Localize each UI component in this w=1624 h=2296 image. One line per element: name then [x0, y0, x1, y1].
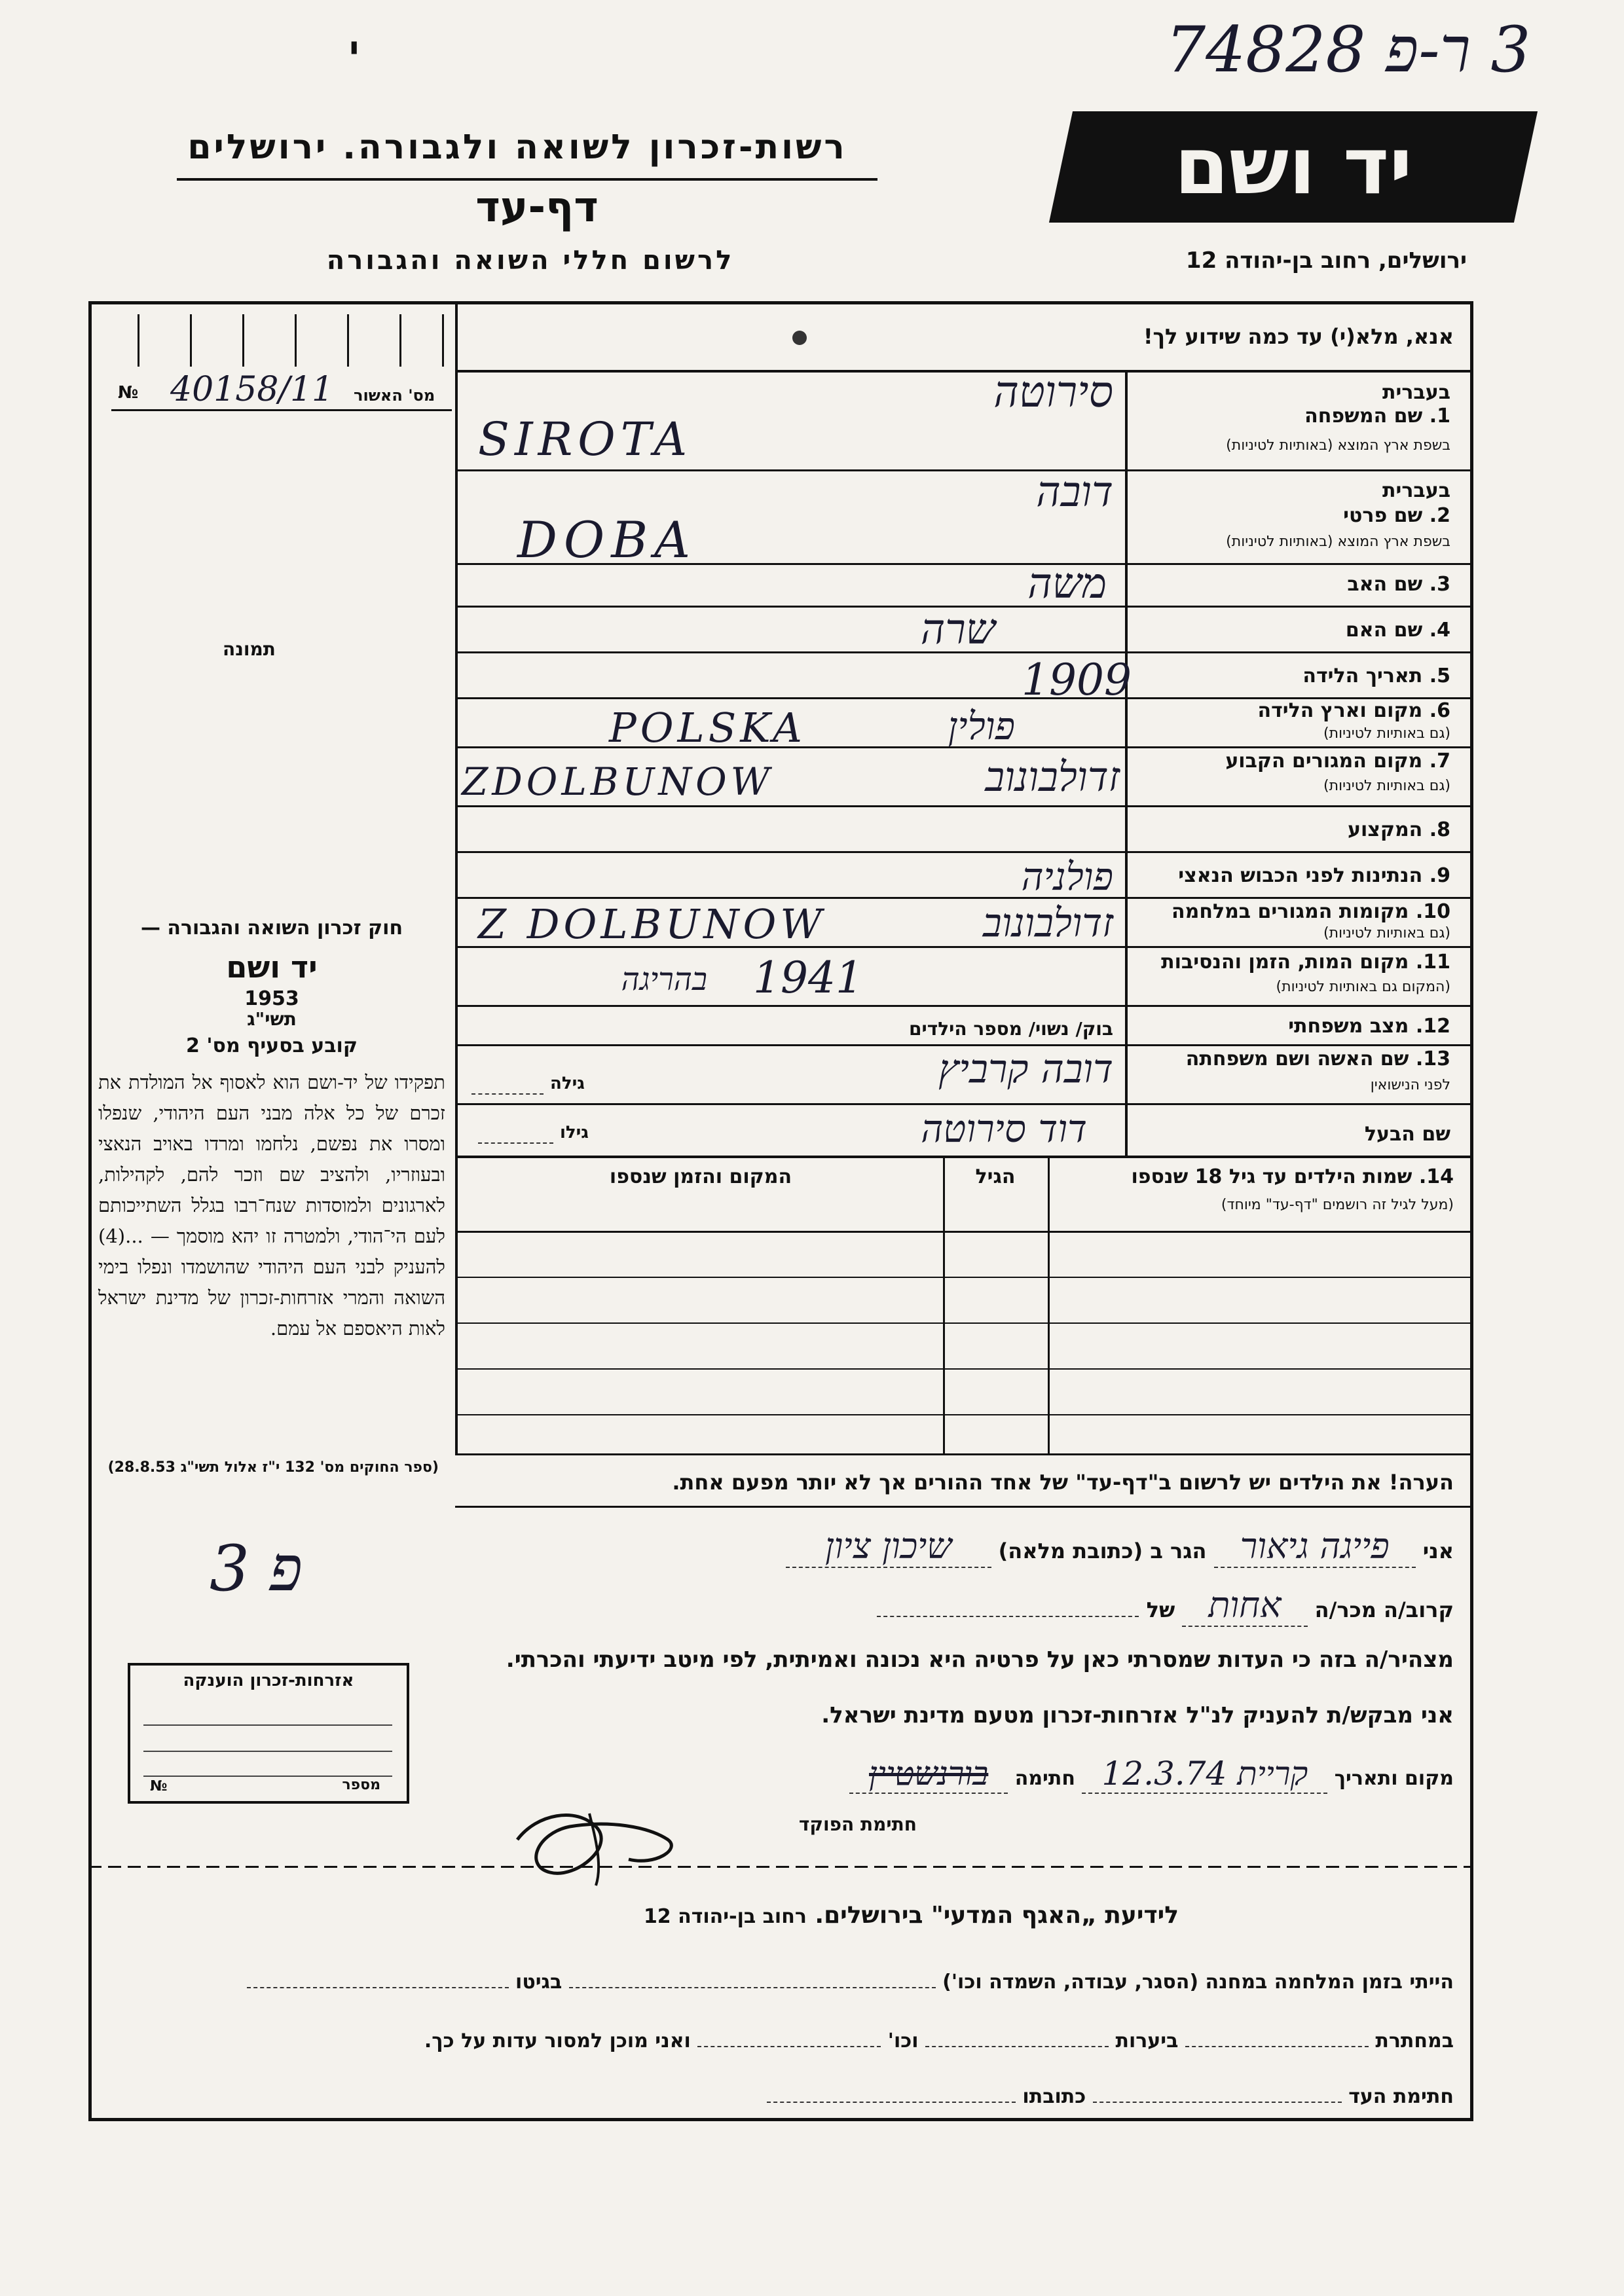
- note: הערה! את הילדים יש לרשום ב"דף-עד" של אחד ההורים אך לא יותר מפעם אחת.: [672, 1470, 1454, 1495]
- field-2-number: 2.: [1429, 504, 1450, 527]
- field-2-label: [1130, 504, 1450, 527]
- declaration-resides-label: הגר ב (כתובת מלאה): [998, 1539, 1207, 1563]
- field-10-value-hebrew[interactable]: זדולבונוב: [982, 900, 1113, 946]
- field-2-sub: בשפת ארץ המוצא (באותיות לטיניות): [1226, 534, 1450, 550]
- cert-number-prefix: №: [118, 383, 139, 403]
- children-row-rule: [455, 1322, 1473, 1324]
- field-6-number: 6.: [1429, 699, 1450, 722]
- citizenship-number-prefix: №: [150, 1778, 168, 1795]
- stamp-circle: [792, 331, 807, 345]
- field-4-value[interactable]: שרה: [920, 606, 995, 654]
- declaration-i-value[interactable]: פייגה גיאור: [1214, 1525, 1416, 1568]
- signature-scribble-icon: [498, 1800, 694, 1892]
- place-date-value[interactable]: קריית 12.3.74: [1082, 1755, 1327, 1794]
- signature-label: חתימה: [1014, 1767, 1075, 1790]
- field-13-sub: לפני הנישואין: [1370, 1077, 1450, 1093]
- form-subtitle: לרשום חללי השואה והגבורה: [326, 246, 735, 276]
- field-11-name: מקום המות, הזמן והנסיבות: [1161, 951, 1409, 974]
- field-6-value-latin[interactable]: POLSKA: [609, 704, 806, 752]
- citizenship-box-title: אזרחות-זכרון הוענקה: [183, 1671, 354, 1690]
- law-clause: קובע בסעיף מס' 2: [186, 1034, 358, 1057]
- field-10-value-latin[interactable]: Z DOLBUNOW: [478, 900, 826, 948]
- footer-etc-label: וכו': [887, 2030, 919, 2052]
- footer-address: רחוב בן-יהודה 12: [643, 1905, 807, 1928]
- children-title: שמות הילדים עד גיל 18 שנספו: [1131, 1165, 1412, 1188]
- signature-value[interactable]: בורנשטיין: [849, 1755, 1008, 1794]
- field-1-label: [1130, 405, 1450, 428]
- field-13-number: 13.: [1415, 1048, 1450, 1070]
- authority-underline: [177, 178, 877, 181]
- field-11-sub: (המקום גם באותיות לטיניות): [1276, 979, 1450, 995]
- footer-line1: [105, 1971, 1454, 1994]
- children-table-bottom: [455, 1453, 1473, 1455]
- header-address: ירושלים, רחוב בן-יהודה 12: [1185, 247, 1467, 274]
- children-number: 14.: [1418, 1165, 1454, 1188]
- children-col-age: הגיל: [975, 1165, 1016, 1188]
- field-husband-value[interactable]: דוד סירוטה: [921, 1106, 1087, 1151]
- left-handwritten-mark: 3 פ: [210, 1532, 303, 1605]
- field-9-label: [1130, 864, 1450, 887]
- children-header-rule: [455, 1231, 1473, 1233]
- footer-ghetto-blank[interactable]: [247, 1987, 509, 1988]
- field-2-value-hebrew[interactable]: דובה: [1036, 468, 1113, 517]
- footer-etc-blank[interactable]: [697, 2046, 881, 2047]
- officer-signature-label: חתימת הפוקד: [798, 1813, 917, 1835]
- field-7-name: מקום המגורים הקבוע: [1225, 750, 1423, 773]
- footer-address-label: כתובתו: [1022, 2085, 1086, 2108]
- field-1-name: שם המשפחה: [1304, 405, 1423, 428]
- field-5-number: 5.: [1429, 665, 1450, 687]
- footer-witness-signature-label: חתימת העד: [1348, 2085, 1454, 2108]
- field-3-value[interactable]: משה: [1027, 560, 1107, 608]
- citizenship-box: [128, 1663, 409, 1804]
- footer-forests-blank[interactable]: [925, 2046, 1109, 2047]
- field-husband-age-blank[interactable]: [478, 1142, 553, 1144]
- footer-line3: [105, 2085, 1454, 2108]
- photo-label: תמונה: [223, 638, 276, 660]
- logo-text: יד ושם: [1174, 121, 1412, 212]
- footer-separator: [88, 1866, 1473, 1868]
- field-7-label: [1130, 750, 1450, 773]
- field-12-name: מצב משפחתי: [1288, 1015, 1409, 1038]
- field-2-tag: בעברית: [1382, 479, 1450, 502]
- officer-signature-scribble: [498, 1800, 694, 1892]
- law-text: תפקידו של יד-ושם הוא לאסוף אל המולדת את זכרם של כל אלה מבני העם היהודי, שנפלו ומסרו את נפשם, נלחמו ומרדו באויב הנאצי ובעוזריו, ולהציב שם וזכר להם, לקהילות, לארגונים ולמוסדות שנח־רבו בגלל השתייכותם לעם הי־הודי, ולמטרה זו יהא מוסמך — ...(4) להעניק לבני העם היהודי שהושמדו ונפלו בימי השואה והמרי אזרחות-זכרון של מדינת ישראל לאות היאספם אל עמם.: [98, 1071, 445, 1339]
- field-1-tag: בעברית: [1382, 381, 1450, 404]
- field-1-number: 1.: [1429, 405, 1450, 428]
- field-13-name: שם האשה ושם משפחתה: [1185, 1048, 1409, 1070]
- cert-ticks: [111, 314, 452, 367]
- field-5-value[interactable]: 1909: [1022, 655, 1132, 705]
- field-4-number: 4.: [1429, 619, 1450, 642]
- field-3-label: [1130, 573, 1450, 596]
- declaration-statement: מצהיר/ה בזה כי העדות שמסרתי כאן על פרטיה היא נכונה ואמיתית, לפי מיטב ידיעתי והכרתי.: [506, 1647, 1454, 1673]
- law-year: 1953: [244, 987, 299, 1010]
- field-13-age-label: גילה: [550, 1074, 585, 1093]
- left-column-divider: [455, 301, 458, 1453]
- footer-underground-blank[interactable]: [1185, 2046, 1369, 2047]
- field-8-label: [1130, 818, 1450, 841]
- field-5-label: [1130, 665, 1450, 687]
- field-12-number: 12.: [1415, 1015, 1450, 1038]
- note-rule: [455, 1506, 1473, 1508]
- yad-vashem-logo: [1049, 111, 1538, 223]
- law-year-heb: תשי"ג: [247, 1008, 297, 1030]
- field-9-number: 9.: [1429, 864, 1450, 887]
- field-6-name: מקום וארץ הלידה: [1257, 699, 1423, 722]
- authority-title: רשות-זכרון לשואה ולגבורה. ירושלים: [187, 128, 847, 167]
- declaration-i-label: אני: [1422, 1539, 1454, 1563]
- field-10-label: [1130, 900, 1450, 923]
- form-title: דף-עד: [475, 183, 599, 232]
- declaration-line1: [471, 1525, 1454, 1567]
- row-rule: [455, 1156, 1473, 1158]
- field-12-status-options[interactable]: בוק/ נשוי/ מספר הילדים: [909, 1018, 1113, 1040]
- field-11-number: 11.: [1415, 951, 1450, 974]
- archive-reference-annotation: 3 ר-פ 74828: [1166, 13, 1531, 86]
- field-10-number: 10.: [1415, 900, 1450, 923]
- row-rule: [455, 805, 1473, 807]
- field-11-value-hebrew[interactable]: בהריגה: [621, 961, 707, 998]
- footer-underground-label: במחתרת: [1375, 2030, 1454, 2052]
- field-3-number: 3.: [1429, 573, 1450, 596]
- field-7-sub: (גם באותיות לטיניות): [1323, 778, 1450, 794]
- field-10-sub: (גם באותיות לטיניות): [1323, 925, 1450, 941]
- row-rule: [455, 851, 1473, 853]
- field-1-value-latin[interactable]: SIROTA: [478, 412, 693, 466]
- field-3-name: שם האב: [1347, 573, 1423, 596]
- children-label: [1054, 1165, 1454, 1188]
- cert-number-underline: [111, 409, 452, 411]
- place-date-label: מקום ותאריך: [1334, 1767, 1454, 1790]
- row-rule: [455, 1005, 1473, 1007]
- law-title: חוק זכרון השואה והגבורה —: [140, 917, 403, 939]
- declaration-line2: [471, 1584, 1454, 1626]
- field-husband-label: שם הבעל: [1364, 1123, 1450, 1146]
- row-rule: [455, 1103, 1473, 1105]
- field-4-name: שם האם: [1345, 619, 1423, 642]
- footer-forests-label: ביערות: [1115, 2030, 1179, 2052]
- field-13-value[interactable]: דובה קרביץ: [938, 1046, 1113, 1092]
- field-husband-age-label: גילו: [560, 1123, 589, 1142]
- footer-testimony-text: ואני מוכן למסור עדות על כך.: [424, 2030, 691, 2052]
- footer-witness-signature-blank[interactable]: [1093, 2102, 1342, 2103]
- footer-title: [458, 1902, 1179, 1929]
- field-6-label: [1130, 699, 1450, 722]
- field-9-name: הנתינות לפני הכבוש הנאצי: [1178, 864, 1423, 887]
- field-8-name: המקצוע: [1347, 818, 1423, 841]
- declaration-line5: [458, 1755, 1454, 1793]
- field-9-value[interactable]: פולניה: [1021, 854, 1113, 899]
- field-10-name: מקומות המגורים במלחמה: [1172, 900, 1409, 923]
- declaration-of-label: של: [1146, 1597, 1175, 1622]
- children-row-rule: [455, 1368, 1473, 1370]
- children-age-divider-right: [1048, 1156, 1050, 1453]
- declaration-relative-label: קרוב/ה מכר/ה: [1314, 1597, 1454, 1622]
- field-4-label: [1130, 619, 1450, 642]
- footer-line1-text: הייתי בזמן המלחמה במחנה (הסגר, עבודה, השמדה וכו'): [942, 1971, 1454, 1994]
- instruction: אנא, מלא(י) עד כמה שידוע לך!: [1143, 324, 1454, 349]
- field-7-number: 7.: [1429, 750, 1450, 773]
- field-5-name: תאריך הלידה: [1302, 665, 1423, 687]
- law-name: יד ושם: [226, 949, 318, 985]
- field-13-label: [1130, 1048, 1450, 1070]
- field-1-sub: בשפת ארץ המוצא (באותיות לטיניות): [1226, 437, 1450, 454]
- declaration-address-value[interactable]: שיכון ציון: [786, 1525, 991, 1568]
- declaration-relation-value[interactable]: אחות: [1182, 1584, 1307, 1627]
- label-column-divider: [1125, 370, 1128, 1156]
- children-col-place: המקום והזמן שנספו: [609, 1165, 792, 1188]
- field-6-value-hebrew[interactable]: פולין: [948, 704, 1015, 748]
- declaration-of-blank[interactable]: [877, 1616, 1139, 1617]
- field-2-name: שם פרטי: [1343, 504, 1423, 527]
- field-12-label: [1130, 1015, 1450, 1038]
- field-1-value-hebrew[interactable]: סירוטה: [993, 367, 1113, 417]
- cert-number-value: 40158/11: [170, 370, 334, 409]
- children-age-divider-left: [943, 1156, 945, 1453]
- law-reference: (ספר החוקים מס' 132 י"ז אלול תשי"ג 28.8.53): [107, 1459, 439, 1476]
- citizenship-number-label: מספר: [342, 1777, 380, 1793]
- declaration-request: אני מבקש/ת להעניק לנ"ל אזרחות-זכרון מטעם מדינת ישראל.: [821, 1702, 1454, 1728]
- field-11-value-latin[interactable]: 1941: [753, 953, 863, 1003]
- cert-number-label: מס' האשור: [354, 386, 435, 405]
- field-8-number: 8.: [1429, 818, 1450, 841]
- children-row-rule: [455, 1277, 1473, 1278]
- top-left-mark: ': [347, 33, 361, 86]
- footer-title-text: לידיעת „האגף המדעי" בירושלים.: [815, 1902, 1179, 1929]
- field-2-value-latin[interactable]: DOBA: [517, 511, 697, 569]
- field-11-label: [1130, 951, 1450, 974]
- footer-ghetto-label: בגיטו: [515, 1971, 563, 1994]
- field-13-age-blank[interactable]: [471, 1093, 544, 1095]
- field-7-value-latin[interactable]: ZDOLBUNOW: [462, 759, 774, 804]
- field-6-sub: (גם באותיות לטיניות): [1323, 725, 1450, 742]
- footer-address-blank[interactable]: [767, 2102, 1016, 2103]
- field-7-value-hebrew[interactable]: זדולבונוב: [985, 753, 1120, 801]
- children-sub: (מעל לגיל זה רושמים "דף-עד" מיוחד): [1221, 1197, 1454, 1213]
- footer-line2: [105, 2030, 1454, 2052]
- footer-camp-blank[interactable]: [569, 1987, 936, 1988]
- children-row-rule: [455, 1414, 1473, 1415]
